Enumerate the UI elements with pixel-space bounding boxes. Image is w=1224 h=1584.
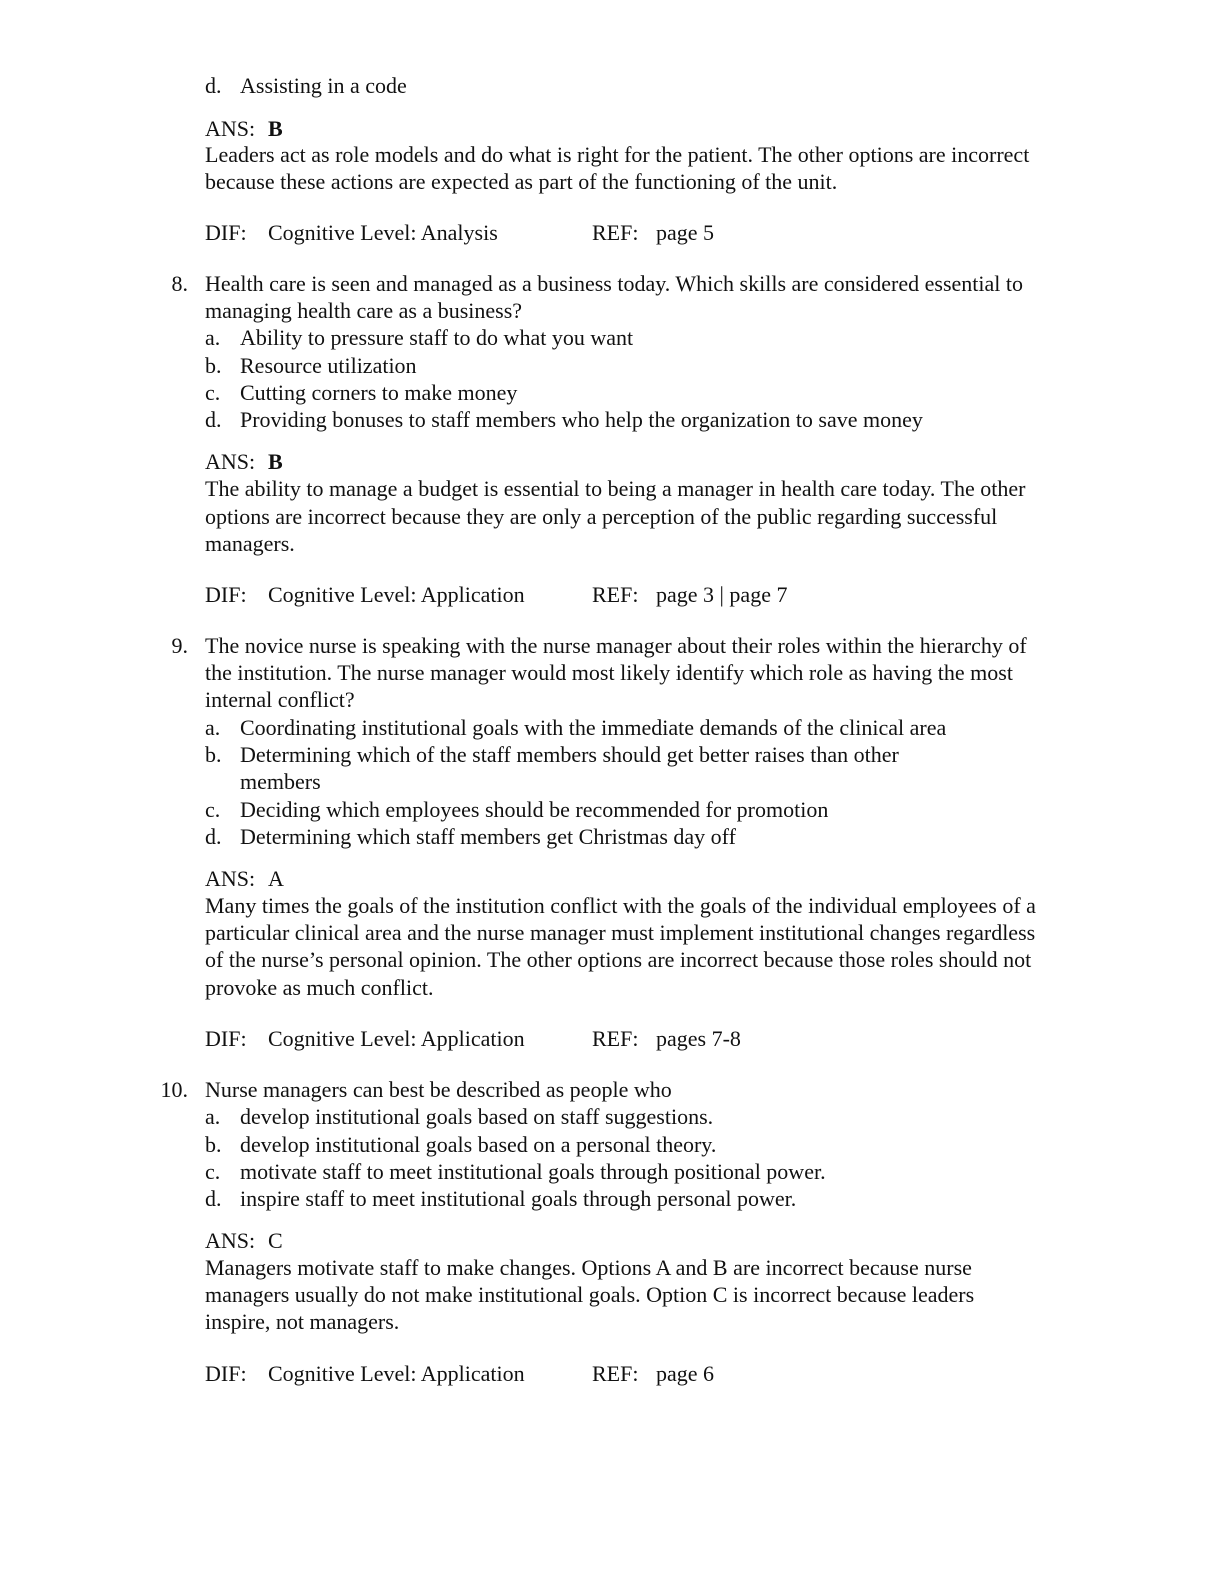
rationale-line: Managers motivate staff to make changes. Options A and B are incorrect because nurse [205,1255,972,1280]
rationale-line: options are incorrect because they are only a perception of the public regarding successful [205,504,998,529]
rationale-line: Leaders act as role models and do what is right for the patient. The other options are incorrect [205,142,1030,167]
rationale-line: particular clinical area and the nurse manager must implement institutional changes regardless [205,920,1036,945]
ref-label: REF: [592,220,639,245]
option-letter: b. [205,353,222,378]
option-letter: b. [205,742,222,767]
rationale-line: because these actions are expected as part of the functioning of the unit. [205,169,838,194]
option-text: develop institutional goals based on staff suggestions. [240,1104,714,1129]
ref-label: REF: [592,1361,639,1386]
option-letter: a. [205,325,221,350]
ref-label: REF: [592,582,639,607]
dif-label: DIF: [205,1361,247,1386]
option-letter: c. [205,797,221,822]
ref-value: page 6 [656,1361,715,1386]
option-text: motivate staff to meet institutional goals through positional power. [240,1159,826,1184]
ref-value: pages 7-8 [656,1026,741,1051]
answer-value: B [268,116,283,141]
question-number: 10. [160,1077,188,1102]
option-text: Deciding which employees should be recommended for promotion [240,797,829,822]
question-stem-line: internal conflict? [205,687,355,712]
option-text: Ability to pressure staff to do what you want [240,325,634,350]
option-text: Coordinating institutional goals with the immediate demands of the clinical area [240,715,947,740]
option-letter: a. [205,1104,221,1129]
option-text: Assisting in a code [240,73,407,98]
question-stem-line: Nurse managers can best be described as people who [205,1077,672,1102]
option-letter: c. [205,1159,221,1184]
answer-value: A [268,866,284,891]
option-letter: d. [205,824,222,849]
option-text: Providing bonuses to staff members who help the organization to save money [240,407,923,432]
option-letter: d. [205,73,222,98]
ref-value: page 3 | page 7 [656,582,788,607]
ref-label: REF: [592,1026,639,1051]
option-letter: b. [205,1132,222,1157]
question-stem-line: The novice nurse is speaking with the nurse manager about their roles within the hierarchy of [205,633,1027,658]
answer-value: C [268,1228,283,1253]
answer-value: B [268,449,283,474]
option-text: Resource utilization [240,353,417,378]
dif-value: Cognitive Level: Application [268,1361,525,1386]
rationale-line: managers. [205,531,295,556]
question-number: 8. [171,271,188,296]
dif-label: DIF: [205,220,247,245]
option-letter: d. [205,407,222,432]
option-text: Determining which of the staff members should get better raises than other [240,742,899,767]
dif-label: DIF: [205,1026,247,1051]
dif-value: Cognitive Level: Analysis [268,220,498,245]
option-letter: c. [205,380,221,405]
question-number: 9. [171,633,188,658]
ref-value: page 5 [656,220,715,245]
answer-label: ANS: [205,449,256,474]
rationale-line: provoke as much conflict. [205,975,434,1000]
rationale-line: inspire, not managers. [205,1309,400,1334]
option-text: develop institutional goals based on a personal theory. [240,1132,717,1157]
option-letter: d. [205,1186,222,1211]
option-text: Cutting corners to make money [240,380,518,405]
dif-value: Cognitive Level: Application [268,582,525,607]
answer-label: ANS: [205,116,256,141]
rationale-line: of the nurse’s personal opinion. The other options are incorrect because those roles should not [205,947,1032,972]
rationale-line: managers usually do not make institutional goals. Option C is incorrect because leaders [205,1282,975,1307]
dif-value: Cognitive Level: Application [268,1026,525,1051]
option-letter: a. [205,715,221,740]
option-text-continued: members [240,769,321,794]
question-stem-line: Health care is seen and managed as a business today. Which skills are considered essential to [205,271,1024,296]
dif-label: DIF: [205,582,247,607]
answer-label: ANS: [205,1228,256,1253]
rationale-line: Many times the goals of the institution conflict with the goals of the individual employees of a [205,893,1036,918]
answer-label: ANS: [205,866,256,891]
rationale-line: The ability to manage a budget is essential to being a manager in health care today. The other [205,476,1026,501]
question-stem-line: the institution. The nurse manager would most likely identify which role as having the most [205,660,1013,685]
question-stem-line: managing health care as a business? [205,298,523,323]
option-text: Determining which staff members get Christmas day off [240,824,736,849]
option-text: inspire staff to meet institutional goals through personal power. [240,1186,797,1211]
